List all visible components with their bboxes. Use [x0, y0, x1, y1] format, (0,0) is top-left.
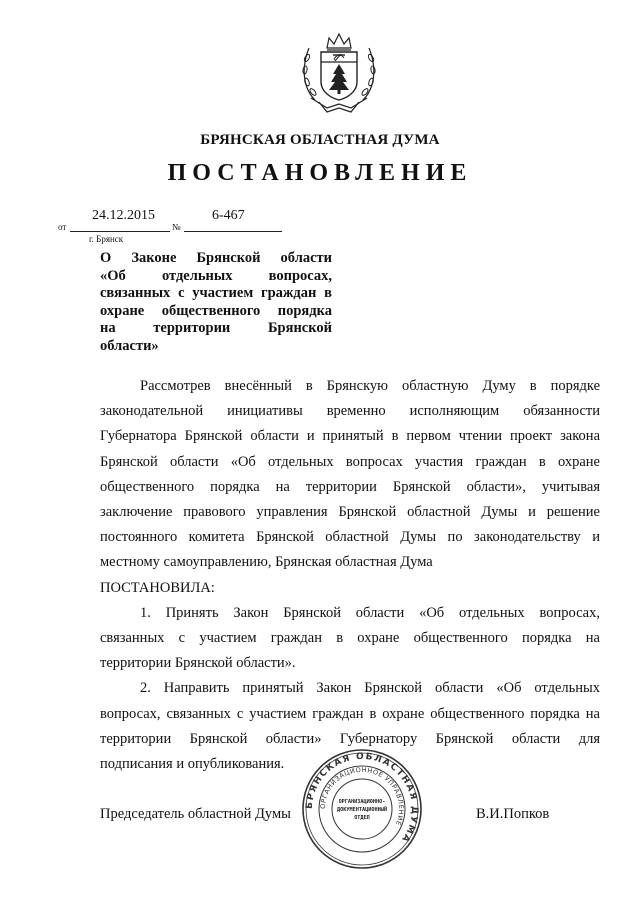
signatory-position: Председатель областной Думы [100, 806, 291, 822]
text-line: законодательной инициативы временно исполняющим обязанности [100, 403, 600, 420]
stamp-center-line: ОТДЕЛ [354, 815, 370, 821]
subject-block [100, 250, 332, 356]
text-line: Губернатора Брянской области и принятый в первом чтении проект закона [100, 428, 600, 445]
resolved-heading: ПОСТАНОВИЛА: [100, 579, 215, 596]
text-line: общественного порядка на территории Брянской области», учитывая [100, 478, 600, 495]
subject-line: области» [100, 337, 159, 354]
text-line: Брянской области «Об отдельных вопросах участия граждан в охране [100, 453, 600, 470]
subject-line: связанных с участием граждан в [100, 285, 332, 302]
organization-title: БРЯНСКАЯ ОБЛАСТНАЯ ДУМА [200, 132, 440, 148]
stamp-outer-text: БРЯНСКАЯ ОБЛАСТНАЯ ДУМА [304, 751, 420, 845]
stamp-inner-ring-text: ОРГАНИЗАЦИОННОЕ УПРАВЛЕНИЕ [318, 765, 406, 827]
text-line: вопросах, связанных с участием граждан в охране общественного порядка на [100, 705, 600, 722]
stamp-center-line: ОРГАНИЗАЦИОННО- [338, 799, 386, 805]
number-label: № [172, 222, 181, 232]
text-line: Рассмотрев внесённый в Брянскую областную Думу в порядке [140, 378, 600, 394]
document-body [100, 374, 600, 777]
preamble-paragraph [100, 374, 600, 576]
signatory-name: В.И.Попков [476, 806, 550, 822]
text-line: территории Брянской области» Губернатору Брянской области для [100, 730, 600, 747]
text-line: 2. Направить принятый Закон Брянской области «Об отдельных [140, 680, 600, 697]
round-seal-icon [300, 747, 424, 871]
text-line: территории Брянской области». [100, 655, 296, 672]
number-underline [184, 231, 282, 232]
subject-line: О Законе Брянской области [100, 250, 332, 266]
text-line: связанных с участием граждан в охране общественного порядка на [100, 630, 600, 647]
document-type-heading: ПОСТАНОВЛЕНИЕ [167, 160, 473, 186]
text-line: местному самоуправлению, Брянская областная Дума [100, 554, 433, 571]
subject-line: охране общественного порядка [100, 302, 332, 319]
document-date: 24.12.2015 [92, 208, 155, 223]
stamp-center-line: ДОКУМЕНТАЦИОННЫЙ [337, 807, 387, 813]
item-1-paragraph [100, 601, 600, 677]
subject-line: «Об отдельных вопросах, [100, 267, 332, 284]
document-number: 6-467 [212, 208, 245, 223]
text-line: постоянного комитета Брянской областной Думы по законодательству и [100, 529, 600, 546]
subject-line: на территории Брянской [100, 320, 332, 337]
date-label: от [58, 222, 67, 232]
text-line: заключение правового управления Брянской областной Думы и решение [100, 504, 600, 521]
date-underline [70, 231, 170, 232]
coat-of-arms-icon [297, 28, 381, 114]
text-line: подписания и опубликования. [100, 756, 285, 773]
city-label: г. Брянск [89, 234, 124, 244]
text-line: 1. Принять Закон Брянской области «Об отдельных вопросах, [140, 604, 600, 621]
